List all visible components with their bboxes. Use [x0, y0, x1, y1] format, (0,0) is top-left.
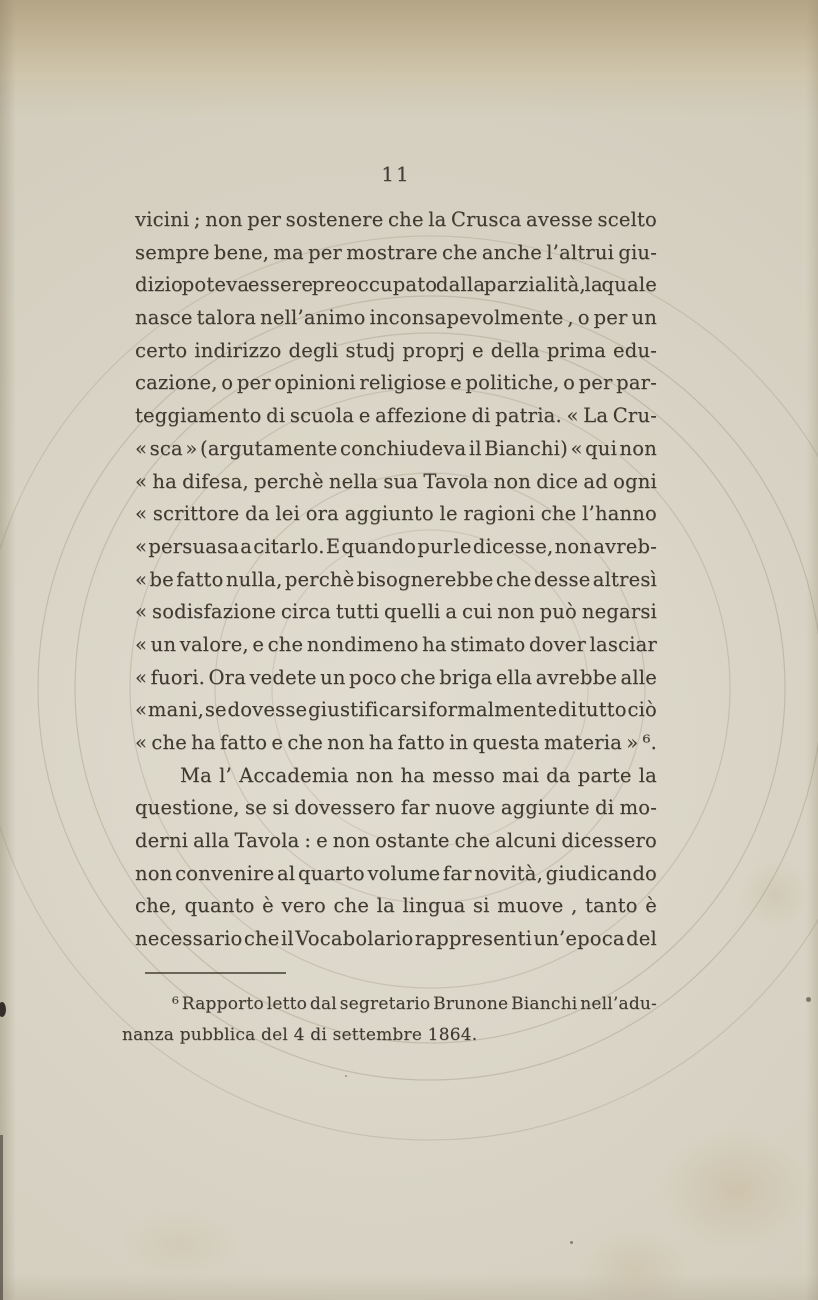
text-line-content: derni alla Tavola : e non ostante che alcuni dicessero [135, 829, 657, 853]
text-line [135, 694, 657, 727]
page-right-shading [806, 0, 818, 1300]
text-line [135, 237, 657, 270]
text-line [135, 923, 657, 956]
text-line-content: « persuasa a citarlo. E quando pur le dicesse, non avreb- [135, 534, 657, 558]
paper-speck [570, 1241, 573, 1244]
text-line [135, 596, 657, 629]
footnote-line-content: nanza pubblica del 4 di settembre 1864. [122, 1024, 478, 1045]
text-line [135, 498, 657, 531]
text-line-content: vicini ; non per sostenere che la Crusca avesse scelto [135, 208, 657, 231]
text-line-content: « scrittore da lei ora aggiunto le ragioni che l’hanno [135, 502, 657, 526]
paper-stain [740, 860, 810, 930]
footnote-rule [145, 972, 286, 974]
text-line [135, 335, 657, 368]
footnote-line-content: ⁶ Rapporto letto dal segretario Brunone Bianchi nell’adu- [172, 994, 657, 1014]
text-line-content: « sodisfazione circa tutti quelli a cui non può negarsi [135, 600, 657, 624]
edge-ink-mark [0, 1002, 6, 1017]
binding-edge-shadow [0, 1135, 3, 1300]
text-line [135, 269, 657, 302]
paper-stain [580, 1230, 690, 1300]
text-line-content: questione, se si dovessero far nuove aggiunte di mo- [135, 796, 657, 820]
text-line [135, 531, 657, 564]
text-line [135, 433, 657, 466]
text-line [135, 564, 657, 597]
text-line-content: Ma l’ Accademia non ha messo mai da parte la [180, 763, 657, 787]
text-line [135, 662, 657, 695]
text-line [135, 302, 657, 335]
text-line-content: « mani, se dovesse giustificarsi formalmente di tutto ciò [135, 698, 657, 722]
text-line [135, 629, 657, 662]
text-line-content: « che ha fatto e che non ha fatto in questa materia » ⁶. [135, 731, 657, 754]
text-line-content: « ha difesa, perchè nella sua Tavola non dice ad ogni [135, 469, 657, 493]
text-line-content: « sca » (argutamente conchiudeva il Bianchi) « qui non [135, 436, 657, 460]
paper-speck [345, 1075, 347, 1077]
text-line-content: dizio poteva essere preoccupato dalla parzialità, la quale [135, 273, 657, 297]
text-line [135, 466, 657, 499]
text-line-content: necessario che il Vocabolario rappresenti un’epoca del [135, 927, 657, 951]
page-number: 11 [381, 162, 411, 186]
text-line-content: cazione, o per opinioni religiose e politiche, o per par- [135, 371, 657, 395]
text-line [135, 792, 657, 825]
text-line-content: nasce talora nell’animo inconsapevolmente , o per un [135, 306, 657, 330]
page-bottom-shading [0, 1274, 818, 1300]
paper-speck [806, 997, 811, 1002]
footnote-line [122, 989, 657, 1020]
text-line [135, 890, 657, 923]
text-line [135, 760, 657, 793]
text-line [135, 727, 657, 760]
text-line-content: « fuori. Ora vedete un poco che briga ella avrebbe alle [135, 665, 657, 689]
text-line-content: sempre bene, ma per mostrare che anche l’altrui giu- [135, 240, 657, 264]
paper-stain [660, 1130, 810, 1250]
text-line [135, 825, 657, 858]
text-line-content: che, quanto è vero che la lingua si muove , tanto è [135, 894, 657, 918]
text-line [135, 858, 657, 891]
footnote [122, 989, 657, 1050]
footnote-line [122, 1020, 657, 1051]
page-text [135, 204, 657, 956]
text-line [135, 400, 657, 433]
text-line-content: « be fatto nulla, perchè bisognerebbe che desse altresì [135, 567, 657, 591]
text-line-content: « un valore, e che nondimeno ha stimato dover lasciar [135, 632, 657, 656]
paper-stain [120, 1210, 240, 1280]
text-line-content: certo indirizzo degli studj proprj e della prima edu- [135, 338, 657, 362]
text-line-content: teggiamento di scuola e affezione di patria. « La Cru- [135, 404, 657, 428]
text-line [135, 204, 657, 237]
page-top-shading [0, 0, 818, 118]
page-left-shading [0, 0, 16, 1300]
text-line-content: non convenire al quarto volume far novità, giudicando [135, 861, 657, 885]
text-line [135, 367, 657, 400]
